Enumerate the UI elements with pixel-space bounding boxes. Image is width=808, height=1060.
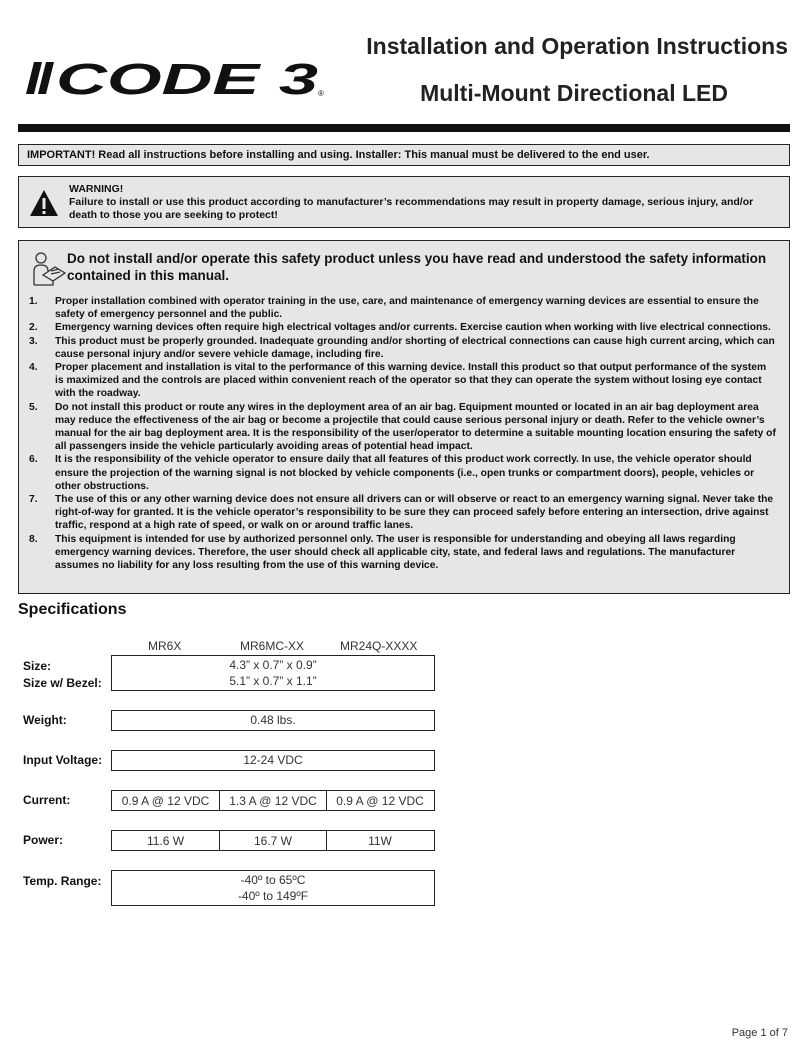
list-item	[25, 453, 777, 493]
list-item	[25, 361, 777, 401]
list-item-text: This equipment is intended for use by authorized personnel only. The user is responsible for understanding and obeying all laws regarding emergency warning devices. Therefore, the user should check all applicable city, state, and federal laws and regulations. The manufacturer assumes no liability for any loss resulting from the use of this warning device.	[55, 533, 736, 572]
voltage-label: Input Voltage:	[23, 753, 103, 767]
temp-range-label: Temp. Range:	[23, 874, 102, 888]
list-item-number: 4.	[29, 362, 38, 374]
list-item	[25, 401, 777, 454]
temp-range-box	[111, 870, 435, 906]
current-value-mr24q: 0.9 A @ 12 VDC	[326, 791, 433, 810]
size-value-box	[111, 655, 435, 691]
warning-triangle-icon	[29, 189, 59, 217]
code3-logo-graphic	[26, 58, 326, 98]
size-label: Size:	[23, 659, 52, 673]
list-item-number: 7.	[29, 494, 38, 506]
power-value-mr6mc: 16.7 W	[219, 831, 326, 850]
warning-text: Failure to install or use this product according to manufacturer’s recommendations may result in property damage, serious injury, and/or death to those you are seeking to protect!	[69, 196, 754, 221]
list-item-number: 6.	[29, 454, 38, 466]
list-item-text: It is the responsibility of the vehicle operator to ensure daily that all features of this product work correctly. In use, the vehicle operator should ensure the projection of the warning signal is not blocked by vehicle components (i.e., open trunks or compartment doors), people, vehicles or other obstructions.	[55, 454, 755, 492]
svg-text:®: ®	[318, 89, 324, 98]
safety-list	[25, 295, 777, 572]
list-item-number: 2.	[29, 322, 38, 334]
size-bezel-value: 5.1” x 0.7” x 1.1”	[229, 674, 317, 688]
weight-label: Weight:	[23, 713, 67, 727]
specifications-heading: Specifications	[18, 601, 127, 618]
power-value-row	[111, 830, 435, 851]
size-bezel-label: Size w/ Bezel:	[23, 676, 102, 690]
svg-text:CODE 3: CODE 3	[56, 58, 318, 98]
list-item-number: 5.	[29, 401, 38, 413]
power-value-mr6x: 11.6 W	[146, 833, 185, 848]
list-item	[25, 493, 777, 533]
header-rule	[18, 124, 790, 132]
important-text: IMPORTANT! Read all instructions before installing and using. Installer: This manual must be delivered to the end user.	[27, 149, 650, 161]
temp-range-celsius: -40º to 65ºC	[240, 873, 306, 887]
voltage-value-box	[111, 750, 435, 771]
weight-value-box	[111, 710, 435, 731]
read-manual-icon	[29, 249, 69, 293]
list-item	[25, 335, 777, 361]
model-header-mr6x: MR6X	[148, 639, 182, 653]
current-value-mr6x: 0.9 A @ 12 VDC	[121, 793, 210, 808]
temp-range-fahrenheit: -40º to 149ºF	[237, 889, 309, 903]
voltage-value: 12-24 VDC	[243, 753, 303, 767]
document-title: Installation and Operation Instructions	[366, 33, 788, 59]
code3-logo	[26, 58, 326, 98]
important-notice	[18, 144, 790, 166]
list-item-text: Emergency warning devices often require high electrical voltages and/or currents. Exercise caution when working with live electrical connections.	[55, 322, 771, 334]
document-subtitle: Multi-Mount Directional LED	[420, 80, 728, 106]
current-value-mr6mc: 1.3 A @ 12 VDC	[219, 791, 326, 810]
size-value: 4.3” x 0.7” x 0.9”	[229, 658, 317, 672]
current-value-row	[111, 790, 435, 811]
safety-headline: Do not install and/or operate this safety product unless you have read and understood the safety information contained in this manual.	[67, 251, 767, 283]
power-label: Power:	[23, 833, 64, 847]
power-value-mr24q: 11W	[326, 831, 433, 850]
page-number: Page 1 of 7	[731, 1027, 788, 1039]
list-item-text: This product must be properly grounded. Inadequate grounding and/or shorting of electrical connections can cause high current arcing, which can cause personal injury and/or severe vehicle damage, including fire.	[55, 335, 775, 360]
safety-box	[18, 240, 790, 594]
warning-box	[18, 176, 790, 228]
list-item-text: The use of this or any other warning device does not ensure all drivers can or will observe or react to an emergency warning signal. Never take the right-of-way for granted. It is the vehicle operator’s responsibility to be sure they can proceed safely before entering an intersection, drive against traffic, respond at a high rate of speed, or walk on or around traffic lanes.	[55, 494, 774, 532]
warning-label: WARNING!	[69, 183, 124, 195]
list-item-number: 3.	[29, 335, 38, 347]
model-header-mr24q: MR24Q-XXXX	[340, 639, 418, 653]
list-item	[25, 295, 777, 321]
current-label: Current:	[23, 793, 71, 807]
list-item-number: 8.	[29, 533, 38, 545]
model-header-mr6mc: MR6MC-XX	[240, 639, 305, 653]
list-item	[25, 321, 777, 334]
list-item-text: Proper installation combined with operator training in the use, care, and maintenance of emergency warning devices are essential to ensure the safety of emergency personnel and the public.	[55, 296, 759, 321]
list-item-number: 1.	[29, 296, 38, 307]
list-item-text: Proper placement and installation is vital to the performance of this warning device. Install this product so that output performance of the system is maximized and the controls are placed within convenient reach of the operator so that they can operate the system without losing eye contact with the roadway.	[55, 362, 767, 400]
list-item-text: Do not install this product or route any wires in the deployment area of an air bag. Equipment mounted or located in an air bag deployment area may reduce the effectiveness of the air bag or become a projectile that could cause serious personal injury or death. Refer to the vehicle owner’s manual for the air bag deployment area. It is the responsibility of the user/operator to determine a suitable mounting location ensuring the safety of all passengers inside the vehicle particularly avoiding areas of potential head impact.	[55, 401, 776, 453]
list-item	[25, 533, 777, 573]
weight-value: 0.48 lbs.	[250, 713, 296, 727]
